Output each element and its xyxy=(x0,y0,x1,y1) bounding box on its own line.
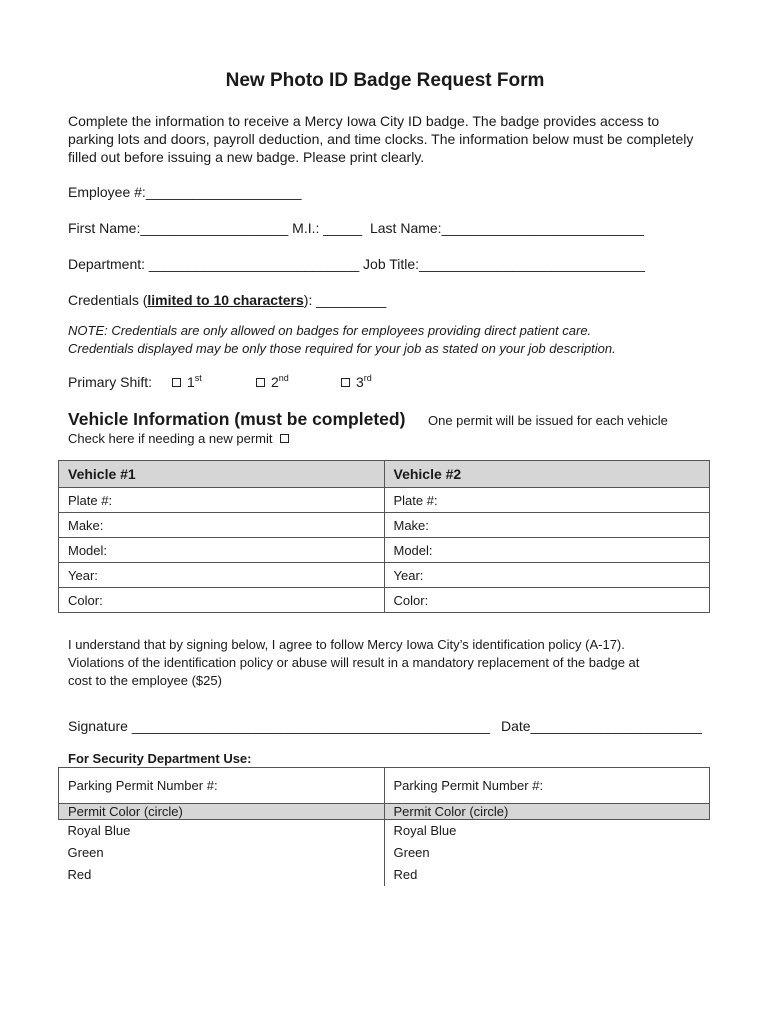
credentials-field[interactable] xyxy=(68,292,386,308)
signature-field[interactable]: Signature ______________________________________________ xyxy=(68,718,490,734)
consent-line: Violations of the identification policy or abuse will result in a mandatory replacement of the badge at xyxy=(68,655,640,670)
table-row xyxy=(59,842,710,864)
color-option-red-1[interactable]: Red xyxy=(59,864,385,886)
date-field[interactable]: Date______________________ xyxy=(501,718,702,734)
security-table xyxy=(58,767,710,886)
vehicle-heading: Vehicle Information (must be completed) xyxy=(68,409,406,429)
checkbox-icon[interactable] xyxy=(280,434,289,443)
vehicle-1-plate-field[interactable]: Plate #: xyxy=(59,488,385,513)
vehicle-note: One permit will be issued for each vehicle xyxy=(428,413,668,428)
vehicle-2-model-field[interactable]: Model: xyxy=(384,538,710,563)
table-row xyxy=(59,488,710,513)
color-option-red-2[interactable]: Red xyxy=(384,864,710,886)
consent-line: cost to the employee ($25) xyxy=(68,673,222,688)
signature-row xyxy=(68,718,708,738)
permit-number-field-2[interactable]: Parking Permit Number #: xyxy=(384,768,710,804)
checkbox-icon[interactable] xyxy=(172,378,181,387)
vehicle-1-make-field[interactable]: Make: xyxy=(59,513,385,538)
vehicle-1-header: Vehicle #1 xyxy=(59,461,385,488)
permit-number-field-1[interactable]: Parking Permit Number #: xyxy=(59,768,385,804)
vehicle-table xyxy=(58,460,710,613)
table-row xyxy=(59,768,710,804)
table-header-row xyxy=(59,461,710,488)
vehicle-2-make-field[interactable]: Make: xyxy=(384,513,710,538)
form-title: New Photo ID Badge Request Form xyxy=(225,70,545,91)
credentials-blank: ): _________ xyxy=(303,292,387,308)
employee-number-field[interactable]: Employee #:____________________ xyxy=(68,184,302,200)
vehicle-1-model-field[interactable]: Model: xyxy=(59,538,385,563)
checkbox-icon[interactable] xyxy=(256,378,265,387)
color-option-green-1[interactable]: Green xyxy=(59,842,385,864)
credentials-limit: limited to 10 characters xyxy=(147,292,304,308)
vehicle-2-plate-field[interactable]: Plate #: xyxy=(384,488,710,513)
color-option-royal-blue-2[interactable]: Royal Blue xyxy=(384,820,710,842)
permit-color-label-1: Permit Color (circle) xyxy=(59,804,385,820)
policy-consent-text xyxy=(68,636,708,690)
security-section-title: For Security Department Use: xyxy=(68,751,252,766)
name-fields[interactable]: First Name:___________________ M.I.: _____ Last Name:__________________________ xyxy=(68,220,645,236)
consent-line: I understand that by signing below, I agree to follow Mercy Iowa City’s identification policy (A-17). xyxy=(68,637,625,652)
table-row xyxy=(59,513,710,538)
table-row xyxy=(59,563,710,588)
permit-color-label-2: Permit Color (circle) xyxy=(384,804,710,820)
table-row xyxy=(59,864,710,886)
credentials-prefix: Credentials ( xyxy=(68,292,148,308)
intro-text: Complete the information to receive a Mercy Iowa City ID badge. The badge provides access to parking lots and doors, payroll deduction, and time clocks. The information below must be completely filled out before issuing a new badge. Please print clearly. xyxy=(68,113,694,165)
credentials-note xyxy=(68,322,708,357)
vehicle-2-color-field[interactable]: Color: xyxy=(384,588,710,613)
department-jobtitle-fields[interactable]: Department: ___________________________ Job Title:_____________________________ xyxy=(68,256,645,272)
shift-option-2[interactable]: 2nd xyxy=(256,374,289,390)
color-option-green-2[interactable]: Green xyxy=(384,842,710,864)
checkbox-icon[interactable] xyxy=(341,378,350,387)
shift-option-3[interactable]: 3rd xyxy=(341,374,372,390)
table-row xyxy=(59,804,710,820)
vehicle-2-header: Vehicle #2 xyxy=(384,461,710,488)
vehicle-1-year-field[interactable]: Year: xyxy=(59,563,385,588)
table-row xyxy=(59,538,710,563)
new-permit-check[interactable] xyxy=(68,431,295,446)
vehicle-2-year-field[interactable]: Year: xyxy=(384,563,710,588)
note-line: NOTE: Credentials are only allowed on badges for employees providing direct patient care. xyxy=(68,323,592,338)
primary-shift-label: Primary Shift: xyxy=(68,374,153,390)
color-option-royal-blue-1[interactable]: Royal Blue xyxy=(59,820,385,842)
vehicle-1-color-field[interactable]: Color: xyxy=(59,588,385,613)
table-row xyxy=(59,820,710,842)
table-row xyxy=(59,588,710,613)
shift-option-1[interactable]: 1st xyxy=(172,374,202,390)
new-permit-label: Check here if needing a new permit xyxy=(68,431,273,446)
primary-shift-row xyxy=(68,374,708,394)
note-line: Credentials displayed may be only those required for your job as stated on your job description. xyxy=(68,340,616,356)
